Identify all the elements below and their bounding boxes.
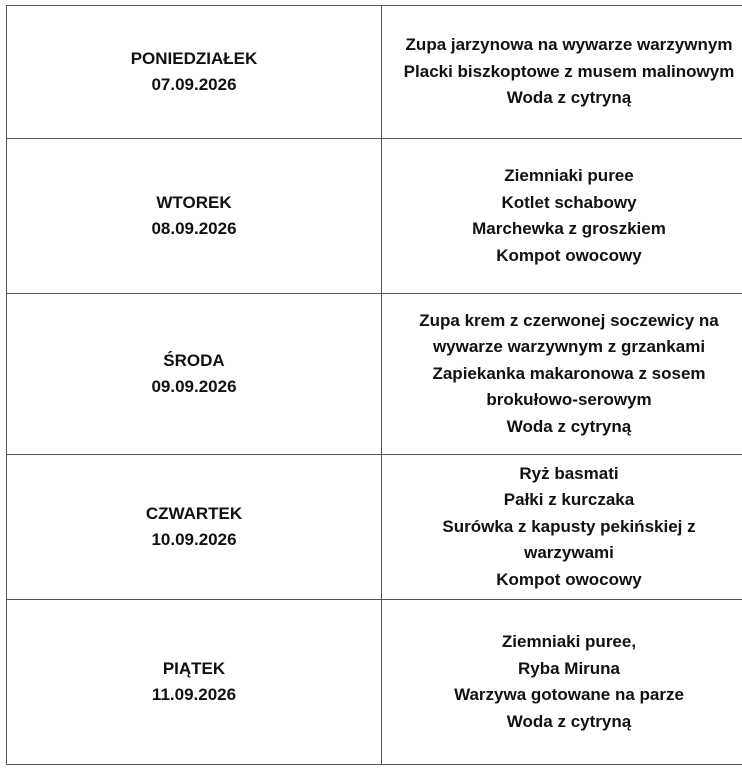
day-date: 11.09.2026 xyxy=(151,685,237,704)
dish-item: Woda z cytryną xyxy=(506,416,632,436)
dishes-cell xyxy=(382,139,742,294)
dish-item: Marchewka z groszkiem xyxy=(472,219,666,238)
dish-item: Kompot owocowy xyxy=(496,569,642,589)
day-name: WTOREK xyxy=(156,192,232,212)
dish-item: Pałki z kurczaka xyxy=(503,490,635,510)
dish-item: Zapiekanka makaronowa z sosem brokułowo-serowym xyxy=(432,363,706,410)
dishes-cell xyxy=(382,294,742,455)
dish-item: Warzywa gotowane na parze xyxy=(454,685,684,704)
day-date: 09.09.2026 xyxy=(151,377,237,396)
dish-item: Surówka z kapusty pekińskiej z warzywami xyxy=(442,516,696,563)
day-cell xyxy=(7,294,382,455)
day-cell xyxy=(7,455,382,600)
dish-item: Kompot owocowy xyxy=(496,245,642,265)
day-date: 10.09.2026 xyxy=(151,530,237,549)
dishes-cell xyxy=(382,600,742,765)
menu-row-wednesday xyxy=(7,294,742,455)
day-cell xyxy=(7,600,382,765)
menu-row-monday xyxy=(7,6,742,139)
day-date: 07.09.2026 xyxy=(151,75,237,94)
dish-item: Placki biszkoptowe z musem malinowym xyxy=(403,61,735,81)
menu-row-thursday xyxy=(7,455,742,600)
day-name: CZWARTEK xyxy=(145,503,243,523)
day-name: PONIEDZIAŁEK xyxy=(130,48,258,68)
dishes-cell xyxy=(382,455,742,600)
day-cell xyxy=(7,139,382,294)
dish-item: Woda z cytryną xyxy=(506,88,632,108)
dish-item: Ziemniaki puree xyxy=(504,166,634,185)
dishes-cell xyxy=(382,6,742,139)
day-name: PIĄTEK xyxy=(162,658,226,678)
weekly-menu-table xyxy=(6,5,742,765)
dish-item: Zupa krem z czerwonej soczewicy na wywarze warzywnym z grzankami xyxy=(419,310,719,357)
dish-item: Kotlet schabowy xyxy=(501,192,637,212)
day-date: 08.09.2026 xyxy=(151,219,237,238)
dish-item: Ziemniaki puree, xyxy=(501,632,637,651)
menu-row-tuesday xyxy=(7,139,742,294)
dish-item: Ryż basmati xyxy=(519,463,619,483)
dish-item: Woda z cytryną xyxy=(506,711,632,731)
day-name: ŚRODA xyxy=(163,350,225,370)
day-cell xyxy=(7,6,382,139)
menu-row-friday xyxy=(7,600,742,765)
dish-item: Ryba Miruna xyxy=(517,658,621,678)
dish-item: Zupa jarzynowa na wywarze warzywnym xyxy=(405,35,733,55)
